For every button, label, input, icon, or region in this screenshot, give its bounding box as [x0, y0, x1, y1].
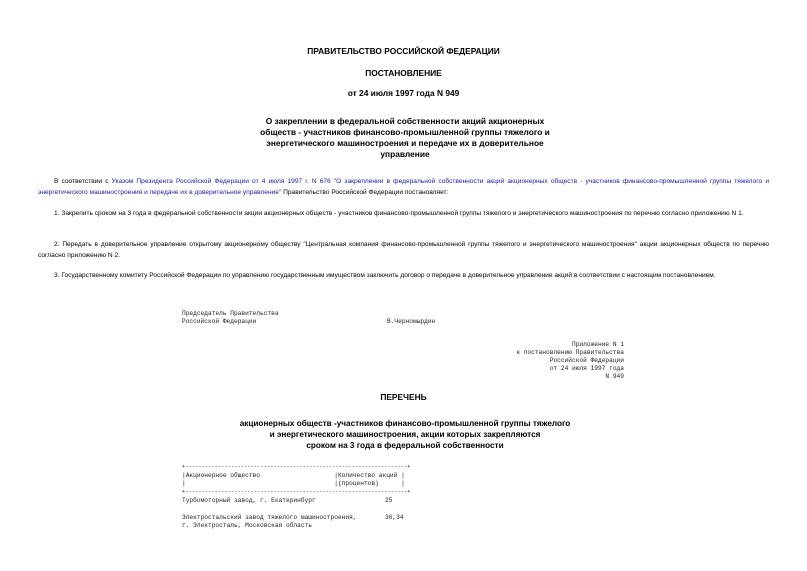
item-paragraph-3: 3. Государственному комитету Российской Федерации по управлению государственным имуществом заключить договор о передаче в доверительное управление акций в соответствии с настоящим постановлением. — [54, 272, 716, 279]
appendix-line: от 24 июля 1997 года — [549, 365, 624, 372]
item-paragraph-1: 1. Закрепить сроком на 3 года в федеральной собственности акции акционерных обществ - участников финансово-промышленной группы тяжелого и энергетического машиностроения по перечню согласно приложению N 1. — [54, 210, 744, 217]
appendix-line: Российской Федерации — [549, 357, 624, 364]
title-line: обществ - участников финансово-промышленной группы тяжелого и — [260, 127, 550, 137]
government-header: ПРАВИТЕЛЬСТВО РОССИЙСКОЙ ФЕДЕРАЦИИ — [307, 46, 500, 56]
company-name: Турбомоторный завод, г. Екатеринбург — [182, 497, 316, 504]
table-border-top: +--------------------------------------------------------------------+ — [182, 463, 411, 470]
preamble-text: В соответствии с — [54, 178, 112, 185]
subtitle-line: и энергетического машиностроения, акции которых закрепляются — [269, 430, 541, 439]
preamble-text-end: Правительство Российской Федерации постановляет: — [281, 189, 449, 196]
document-date-number: от 24 июля 1997 года N 949 — [347, 88, 460, 98]
signature-name: В.Черномырдин — [387, 318, 436, 325]
appendix-line: к постановлению Правительства — [516, 349, 624, 356]
item-paragraph-2: 2. Передать в доверительное управление открытому акционерному обществу "Центральная компания финансово-промышленной группы тяжелого и энергетического машиностроения" акции акционерных обществ по перечню согласно приложению N 2. — [38, 241, 769, 259]
table-border-mid: +--------------------------------------------------------------------+ — [182, 488, 411, 495]
decree-link[interactable]: Указом Президента Российской Федерации от 4 июля 1997 г. N 676 "О закреплении в федеральной собственности акций акционерных обществ - участников финансово-промышленной группы тяжелого и энергетического машиностроения и передаче их в доверительное управление" — [38, 178, 770, 196]
table-header-row: | |(процентов) | — [182, 480, 405, 487]
preamble-paragraph — [38, 176, 769, 198]
shares-percent: 25 — [385, 497, 393, 504]
appendix-line: N 949 — [605, 373, 624, 380]
signature-position-line2: Российской Федерации — [182, 318, 257, 325]
table-header-row: |Акционерное общество |Количество акций | — [182, 472, 405, 479]
title-line: энергетического машиностроения и передаче их в доверительное — [266, 138, 544, 148]
company-name: Электростальский завод тяжелого машиностроения, — [182, 514, 357, 521]
title-line: управление — [380, 149, 430, 159]
company-location: г. Электросталь, Московская область — [182, 522, 312, 529]
appendix-line: Приложение N 1 — [572, 341, 624, 348]
shares-percent: 36,34 — [385, 514, 404, 521]
document-title — [230, 116, 580, 160]
list-title: ПЕРЕЧЕНЬ — [380, 392, 427, 402]
signature-position-line1: Председатель Правительства — [182, 310, 279, 317]
subtitle-line: сроком на 3 года в федеральной собственности — [306, 441, 504, 450]
document-type: ПОСТАНОВЛЕНИЕ — [365, 68, 442, 78]
title-line: О закреплении в федеральной собственности акций акционерных — [265, 116, 545, 126]
subtitle-line: акционерных обществ -участников финансово-промышленной группы тяжелого — [239, 419, 571, 428]
list-subtitle — [220, 418, 590, 451]
